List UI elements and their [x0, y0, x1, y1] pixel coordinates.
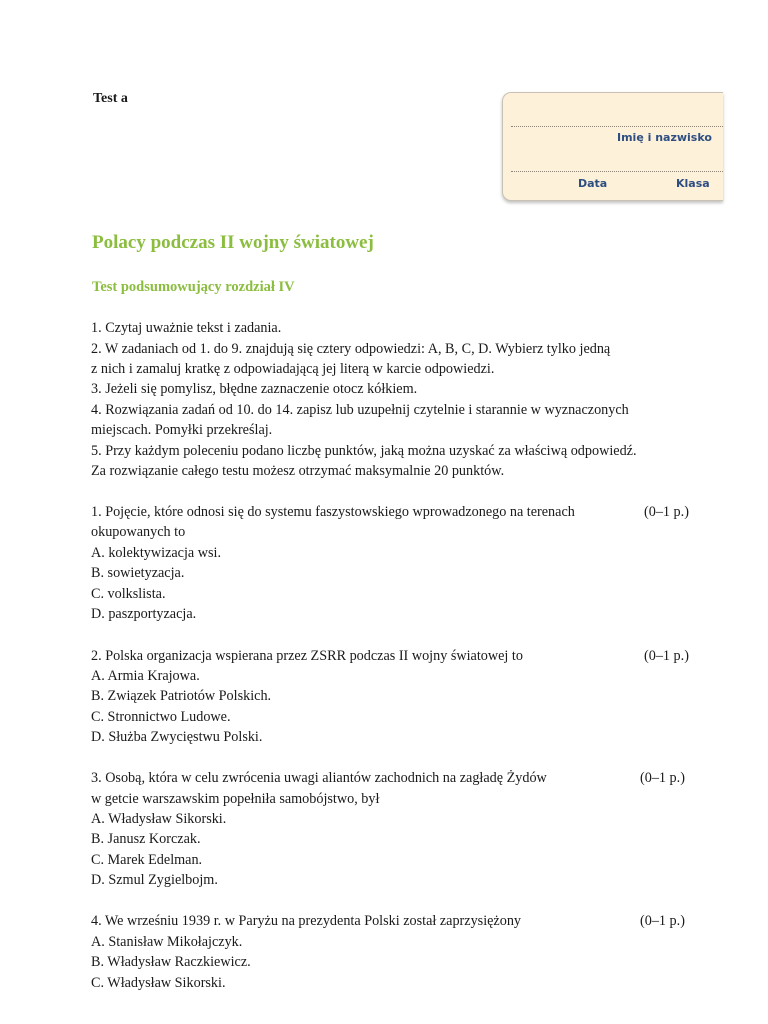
- instruction-line: z nich i zamaluj kratkę z odpowiadającą jej literą w karcie odpowiedzi.: [91, 361, 495, 377]
- question-3-points: (0–1 p.): [640, 770, 685, 786]
- question-2-option-c: C. Stronnictwo Ludowe.: [91, 709, 231, 725]
- question-2-option-d: D. Służba Zwycięstwu Polski.: [91, 729, 263, 745]
- question-3-option-d: D. Szmul Zygielbojm.: [91, 872, 218, 888]
- question-4-points: (0–1 p.): [640, 913, 685, 929]
- instruction-line: miejscach. Pomyłki przekreślaj.: [91, 422, 273, 438]
- instruction-line: 1. Czytaj uważnie tekst i zadania.: [91, 320, 282, 336]
- question-4-text: 4. We wrześniu 1939 r. w Paryżu na prezydenta Polski został zaprzysiężony: [91, 913, 522, 929]
- page-title: Polacy podczas II wojny światowej: [92, 232, 374, 253]
- instruction-line: Za rozwiązanie całego testu możesz otrzymać maksymalnie 20 punktów.: [91, 463, 505, 479]
- name-label: Imię i nazwisko: [617, 131, 712, 144]
- question-4-option-a: A. Stanisław Mikołajczyk.: [91, 934, 243, 950]
- instruction-line: 2. W zadaniach od 1. do 9. znajdują się cztery odpowiedzi: A, B, C, D. Wybierz tylko jedną: [91, 341, 611, 357]
- question-2-option-a: A. Armia Krajowa.: [91, 668, 200, 684]
- test-label: Test a: [93, 91, 128, 106]
- question-2-text: 2. Polska organizacja wspierana przez ZSRR podczas II wojny światowej to: [91, 648, 523, 664]
- question-1-option-b: B. sowietyzacja.: [91, 565, 185, 581]
- question-3-option-c: C. Marek Edelman.: [91, 852, 203, 868]
- class-label: Klasa: [676, 177, 710, 190]
- date-label: Data: [578, 177, 608, 190]
- question-4-option-b: B. Władysław Raczkiewicz.: [91, 954, 251, 970]
- date-dotted-line: [511, 171, 723, 172]
- page-subtitle: Test podsumowujący rozdział IV: [92, 279, 295, 295]
- question-3-option-b: B. Janusz Korczak.: [91, 831, 201, 847]
- question-1-points: (0–1 p.): [644, 504, 689, 520]
- question-1-option-d: D. paszportyzacja.: [91, 606, 197, 622]
- instruction-line: 3. Jeżeli się pomylisz, błędne zaznaczenie otocz kółkiem.: [91, 381, 418, 397]
- question-4-option-c: C. Władysław Sikorski.: [91, 975, 226, 991]
- question-2-option-b: B. Związek Patriotów Polskich.: [91, 688, 272, 704]
- question-2-points: (0–1 p.): [644, 648, 689, 664]
- question-3-option-a: A. Władysław Sikorski.: [91, 811, 227, 827]
- question-1-text: 1. Pojęcie, które odnosi się do systemu faszystowskiego wprowadzonego na terenach: [91, 504, 575, 520]
- question-1-option-a: A. kolektywizacja wsi.: [91, 545, 222, 561]
- instruction-line: 4. Rozwiązania zadań od 10. do 14. zapisz lub uzupełnij czytelnie i starannie w wyznaczonych: [91, 402, 629, 418]
- question-1-text: okupowanych to: [91, 524, 186, 540]
- student-info-box: [502, 92, 723, 201]
- instruction-line: 5. Przy każdym poleceniu podano liczbę punktów, jaką można uzyskać za właściwą odpowiedź.: [91, 443, 637, 459]
- name-dotted-line: [511, 126, 723, 127]
- question-3-text: 3. Osobą, która w celu zwrócenia uwagi aliantów zachodnich na zagładę Żydów: [91, 770, 547, 786]
- question-3-text: w getcie warszawskim popełniła samobójstwo, był: [91, 791, 380, 807]
- question-1-option-c: C. volkslista.: [91, 586, 166, 602]
